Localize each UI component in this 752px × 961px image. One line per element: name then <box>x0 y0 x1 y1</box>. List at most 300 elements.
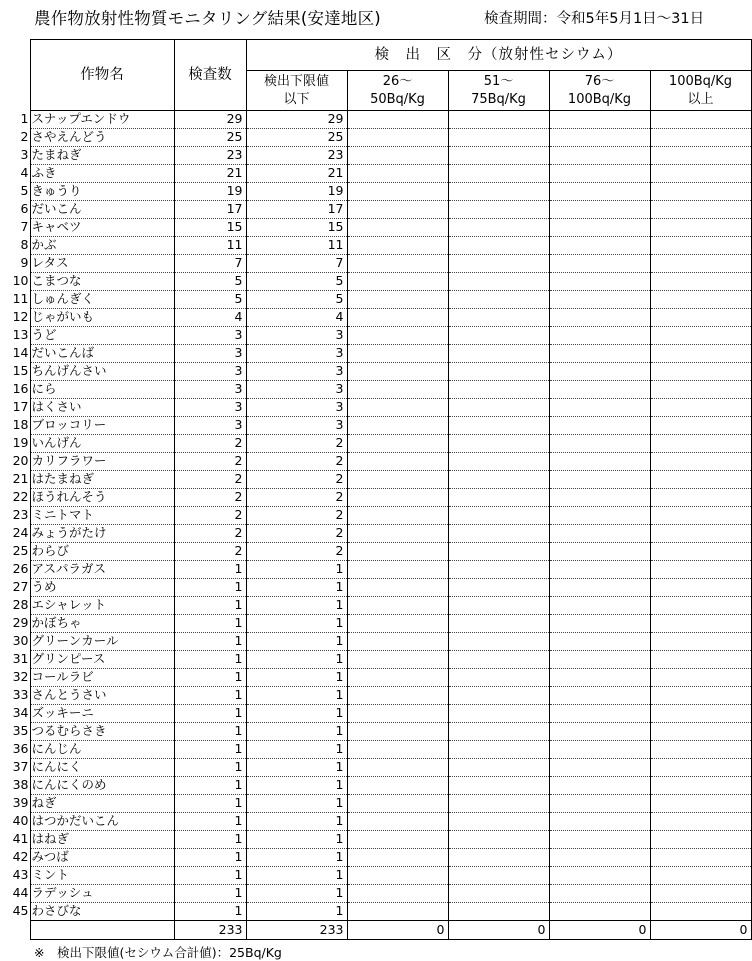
bin-over-100-cell <box>650 381 751 399</box>
bin-over-100-cell <box>650 777 751 795</box>
bin-76-100-cell <box>549 327 650 345</box>
bin-over-100-cell <box>650 255 751 273</box>
bin-51-75-cell <box>448 813 549 831</box>
row-number: 36 <box>6 741 30 759</box>
crop-name: さんとうさい <box>30 687 174 705</box>
bin-26-50-cell <box>347 453 448 471</box>
total-26-50: 0 <box>347 921 448 940</box>
test-count: 1 <box>174 741 246 759</box>
below-limit-count: 1 <box>246 705 347 723</box>
bin-51-75-cell <box>448 489 549 507</box>
test-count: 21 <box>174 165 246 183</box>
table-row <box>6 183 751 201</box>
bin-over-100-cell <box>650 327 751 345</box>
crop-name: にら <box>30 381 174 399</box>
row-number: 40 <box>6 813 30 831</box>
bin-51-75-cell <box>448 687 549 705</box>
crop-name: レタス <box>30 255 174 273</box>
below-limit-count: 1 <box>246 597 347 615</box>
bin-26-50-cell <box>347 903 448 921</box>
crop-name: グリーンカール <box>30 633 174 651</box>
inspection-period: 検査期間：令和5年5月1日～31日 <box>484 11 705 27</box>
crop-name: かぼちゃ <box>30 615 174 633</box>
row-number: 10 <box>6 273 30 291</box>
test-count: 2 <box>174 507 246 525</box>
row-number: 41 <box>6 831 30 849</box>
bin-51-75-cell <box>448 453 549 471</box>
bin-51-75-cell <box>448 903 549 921</box>
test-count: 1 <box>174 885 246 903</box>
crop-name: かぶ <box>30 237 174 255</box>
below-limit-count: 2 <box>246 489 347 507</box>
crop-name: しゅんぎく <box>30 291 174 309</box>
row-number: 26 <box>6 561 30 579</box>
row-number: 39 <box>6 795 30 813</box>
row-number: 21 <box>6 471 30 489</box>
test-count: 1 <box>174 651 246 669</box>
header-bin-26-50 <box>347 71 448 111</box>
table-row <box>6 633 751 651</box>
test-count: 3 <box>174 345 246 363</box>
bin-76-100-cell <box>549 219 650 237</box>
bin-76-100-cell <box>549 543 650 561</box>
table-row <box>6 543 751 561</box>
crop-name: ねぎ <box>30 795 174 813</box>
crop-name: わさびな <box>30 903 174 921</box>
row-number: 8 <box>6 237 30 255</box>
test-count: 1 <box>174 579 246 597</box>
bin-51-75-cell <box>448 399 549 417</box>
bin-26-50-cell <box>347 255 448 273</box>
bin-51-75-cell <box>448 633 549 651</box>
bin-over-100-cell <box>650 651 751 669</box>
below-limit-count: 2 <box>246 453 347 471</box>
row-number: 1 <box>6 111 30 129</box>
crop-name: じゃがいも <box>30 309 174 327</box>
crop-name: うめ <box>30 579 174 597</box>
bin-26-50-cell <box>347 579 448 597</box>
crop-name: はつかだいこん <box>30 813 174 831</box>
test-count: 1 <box>174 867 246 885</box>
crop-name: ミニトマト <box>30 507 174 525</box>
bin-over-100-cell <box>650 489 751 507</box>
bin-over-100-cell <box>650 849 751 867</box>
table-row <box>6 219 751 237</box>
bin-over-100-cell <box>650 129 751 147</box>
bin-26-50-cell <box>347 831 448 849</box>
header-bin-51-75 <box>448 71 549 111</box>
below-limit-count: 3 <box>246 381 347 399</box>
bin-76-100-cell <box>549 615 650 633</box>
bin-76-100-cell <box>549 345 650 363</box>
crop-name: だいこんば <box>30 345 174 363</box>
bin-over-100-cell <box>650 579 751 597</box>
row-number: 15 <box>6 363 30 381</box>
below-limit-count: 23 <box>246 147 347 165</box>
bin-76-100-cell <box>549 903 650 921</box>
bin-51-75-cell <box>448 507 549 525</box>
bin-76-100-cell <box>549 849 650 867</box>
bin-76-100-cell <box>549 597 650 615</box>
bin-51-75-cell <box>448 273 549 291</box>
bin-over-100-cell <box>650 183 751 201</box>
test-count: 2 <box>174 543 246 561</box>
below-limit-count: 7 <box>246 255 347 273</box>
bin-76-100-cell <box>549 273 650 291</box>
total-51-75: 0 <box>448 921 549 940</box>
test-count: 2 <box>174 453 246 471</box>
header-bin-line2: 以上 <box>687 91 714 107</box>
total-over-100: 0 <box>650 921 751 940</box>
crop-name: ちんげんさい <box>30 363 174 381</box>
below-limit-count: 29 <box>246 111 347 129</box>
bin-26-50-cell <box>347 183 448 201</box>
bin-26-50-cell <box>347 201 448 219</box>
table-row <box>6 525 751 543</box>
test-count: 3 <box>174 417 246 435</box>
bin-51-75-cell <box>448 111 549 129</box>
bin-26-50-cell <box>347 327 448 345</box>
bin-26-50-cell <box>347 111 448 129</box>
bin-76-100-cell <box>549 381 650 399</box>
row-number: 32 <box>6 669 30 687</box>
crop-name: キャベツ <box>30 219 174 237</box>
bin-51-75-cell <box>448 705 549 723</box>
table-totals <box>6 921 751 940</box>
test-count: 15 <box>174 219 246 237</box>
row-number: 43 <box>6 867 30 885</box>
bin-51-75-cell <box>448 759 549 777</box>
bin-26-50-cell <box>347 633 448 651</box>
bin-26-50-cell <box>347 795 448 813</box>
total-count: 233 <box>174 921 246 940</box>
below-limit-count: 2 <box>246 525 347 543</box>
crop-name: ミント <box>30 867 174 885</box>
header-bin-line1: 76～ <box>584 73 615 89</box>
bin-76-100-cell <box>549 831 650 849</box>
row-number: 16 <box>6 381 30 399</box>
row-number: 3 <box>6 147 30 165</box>
below-limit-count: 1 <box>246 579 347 597</box>
bin-26-50-cell <box>347 885 448 903</box>
crop-name: うど <box>30 327 174 345</box>
bin-51-75-cell <box>448 885 549 903</box>
row-number: 20 <box>6 453 30 471</box>
crop-name: にんにくのめ <box>30 777 174 795</box>
table-row <box>6 759 751 777</box>
bin-51-75-cell <box>448 255 549 273</box>
table-row <box>6 291 751 309</box>
bin-over-100-cell <box>650 795 751 813</box>
below-limit-count: 5 <box>246 273 347 291</box>
bin-51-75-cell <box>448 579 549 597</box>
test-count: 25 <box>174 129 246 147</box>
test-count: 1 <box>174 849 246 867</box>
below-limit-count: 2 <box>246 543 347 561</box>
bin-76-100-cell <box>549 687 650 705</box>
bin-76-100-cell <box>549 165 650 183</box>
totals-row <box>6 921 751 940</box>
crop-name: たまねぎ <box>30 147 174 165</box>
below-limit-count: 1 <box>246 669 347 687</box>
bin-51-75-cell <box>448 183 549 201</box>
below-limit-count: 1 <box>246 651 347 669</box>
header-bin-over-100 <box>650 71 751 111</box>
bin-51-75-cell <box>448 345 549 363</box>
table-row <box>6 741 751 759</box>
crop-name: こまつな <box>30 273 174 291</box>
header-bin-line2: 75Bq/Kg <box>471 91 526 107</box>
bin-51-75-cell <box>448 147 549 165</box>
header-bin-line1: 26～ <box>382 73 413 89</box>
bin-76-100-cell <box>549 453 650 471</box>
bin-51-75-cell <box>448 615 549 633</box>
bin-76-100-cell <box>549 363 650 381</box>
bin-76-100-cell <box>549 201 650 219</box>
below-limit-count: 1 <box>246 687 347 705</box>
bin-26-50-cell <box>347 669 448 687</box>
test-count: 1 <box>174 597 246 615</box>
table-row <box>6 579 751 597</box>
bin-51-75-cell <box>448 669 549 687</box>
below-limit-count: 1 <box>246 615 347 633</box>
row-number: 4 <box>6 165 30 183</box>
table-body <box>6 111 751 921</box>
header-bin-line1: 51～ <box>483 73 514 89</box>
bin-over-100-cell <box>650 471 751 489</box>
below-limit-count: 1 <box>246 633 347 651</box>
bin-76-100-cell <box>549 399 650 417</box>
bin-26-50-cell <box>347 687 448 705</box>
bin-over-100-cell <box>650 435 751 453</box>
table-row <box>6 363 751 381</box>
bin-26-50-cell <box>347 399 448 417</box>
test-count: 29 <box>174 111 246 129</box>
test-count: 3 <box>174 381 246 399</box>
bin-over-100-cell <box>650 759 751 777</box>
bin-over-100-cell <box>650 201 751 219</box>
crop-name: はくさい <box>30 399 174 417</box>
below-limit-count: 17 <box>246 201 347 219</box>
below-limit-count: 2 <box>246 435 347 453</box>
bin-over-100-cell <box>650 723 751 741</box>
bin-51-75-cell <box>448 777 549 795</box>
crop-name: にんじん <box>30 741 174 759</box>
bin-76-100-cell <box>549 237 650 255</box>
header-bin-line2: 以下 <box>283 91 310 107</box>
below-limit-count: 1 <box>246 903 347 921</box>
table-row <box>6 705 751 723</box>
bin-76-100-cell <box>549 489 650 507</box>
crop-name: さやえんどう <box>30 129 174 147</box>
row-number: 24 <box>6 525 30 543</box>
bin-over-100-cell <box>650 669 751 687</box>
bin-over-100-cell <box>650 705 751 723</box>
row-number: 22 <box>6 489 30 507</box>
test-count: 1 <box>174 759 246 777</box>
totals-spacer <box>6 921 30 940</box>
test-count: 1 <box>174 705 246 723</box>
bin-76-100-cell <box>549 705 650 723</box>
bin-over-100-cell <box>650 453 751 471</box>
bin-26-50-cell <box>347 291 448 309</box>
row-number: 31 <box>6 651 30 669</box>
bin-26-50-cell <box>347 381 448 399</box>
total-below-limit: 233 <box>246 921 347 940</box>
crop-name: ズッキーニ <box>30 705 174 723</box>
row-number: 42 <box>6 849 30 867</box>
bin-over-100-cell <box>650 903 751 921</box>
test-count: 1 <box>174 615 246 633</box>
bin-over-100-cell <box>650 597 751 615</box>
crop-name: みつば <box>30 849 174 867</box>
bin-51-75-cell <box>448 597 549 615</box>
bin-76-100-cell <box>549 885 650 903</box>
row-number: 44 <box>6 885 30 903</box>
test-count: 17 <box>174 201 246 219</box>
test-count: 19 <box>174 183 246 201</box>
title-bar <box>14 5 744 29</box>
bin-51-75-cell <box>448 435 549 453</box>
bin-26-50-cell <box>347 561 448 579</box>
bin-over-100-cell <box>650 237 751 255</box>
bin-51-75-cell <box>448 237 549 255</box>
table-row <box>6 111 751 129</box>
bin-76-100-cell <box>549 579 650 597</box>
crop-name: きゅうり <box>30 183 174 201</box>
bin-51-75-cell <box>448 417 549 435</box>
crop-name: にんにく <box>30 759 174 777</box>
total-76-100: 0 <box>549 921 650 940</box>
bin-over-100-cell <box>650 291 751 309</box>
bin-26-50-cell <box>347 651 448 669</box>
bin-over-100-cell <box>650 111 751 129</box>
table-row <box>6 237 751 255</box>
header-detection-category: 検 出 区 分（放射性セシウム） <box>246 40 751 71</box>
test-count: 4 <box>174 309 246 327</box>
table-row <box>6 723 751 741</box>
bin-over-100-cell <box>650 273 751 291</box>
table-row <box>6 651 751 669</box>
crop-name: みょうがたけ <box>30 525 174 543</box>
below-limit-count: 1 <box>246 795 347 813</box>
bin-26-50-cell <box>347 741 448 759</box>
bin-over-100-cell <box>650 525 751 543</box>
test-count: 1 <box>174 831 246 849</box>
bin-76-100-cell <box>549 417 650 435</box>
bin-76-100-cell <box>549 777 650 795</box>
row-number: 34 <box>6 705 30 723</box>
bin-76-100-cell <box>549 741 650 759</box>
table-row <box>6 399 751 417</box>
header-bin-below-limit <box>246 71 347 111</box>
below-limit-count: 21 <box>246 165 347 183</box>
bin-51-75-cell <box>448 795 549 813</box>
table-row <box>6 507 751 525</box>
test-count: 5 <box>174 273 246 291</box>
crop-name: ブロッコリー <box>30 417 174 435</box>
footnote: ※ 検出下限値(セシウム合計値)：25Bq/Kg <box>34 945 282 960</box>
bin-over-100-cell <box>650 363 751 381</box>
crop-name: ほうれんそう <box>30 489 174 507</box>
table-row <box>6 561 751 579</box>
test-count: 2 <box>174 525 246 543</box>
bin-51-75-cell <box>448 327 549 345</box>
crop-name: はねぎ <box>30 831 174 849</box>
bin-over-100-cell <box>650 813 751 831</box>
test-count: 3 <box>174 327 246 345</box>
test-count: 1 <box>174 633 246 651</box>
bin-26-50-cell <box>347 309 448 327</box>
test-count: 1 <box>174 795 246 813</box>
test-count: 1 <box>174 777 246 795</box>
bin-76-100-cell <box>549 255 650 273</box>
below-limit-count: 2 <box>246 507 347 525</box>
bin-76-100-cell <box>549 147 650 165</box>
row-number: 7 <box>6 219 30 237</box>
row-number: 9 <box>6 255 30 273</box>
row-number: 35 <box>6 723 30 741</box>
bin-51-75-cell <box>448 525 549 543</box>
row-number: 30 <box>6 633 30 651</box>
header-test-count: 検査数 <box>174 40 246 111</box>
header-spacer <box>6 40 30 111</box>
below-limit-count: 11 <box>246 237 347 255</box>
bin-26-50-cell <box>347 273 448 291</box>
table-row <box>6 795 751 813</box>
bin-51-75-cell <box>448 651 549 669</box>
below-limit-count: 3 <box>246 327 347 345</box>
bin-76-100-cell <box>549 111 650 129</box>
header-bin-line1: 100Bq/Kg <box>668 73 733 89</box>
bin-76-100-cell <box>549 183 650 201</box>
table-row <box>6 687 751 705</box>
bin-76-100-cell <box>549 795 650 813</box>
bin-76-100-cell <box>549 525 650 543</box>
bin-51-75-cell <box>448 219 549 237</box>
bin-26-50-cell <box>347 849 448 867</box>
bin-over-100-cell <box>650 561 751 579</box>
bin-over-100-cell <box>650 417 751 435</box>
row-number: 13 <box>6 327 30 345</box>
page-title: 農作物放射性物質モニタリング結果(安達地区) <box>34 9 381 28</box>
bin-76-100-cell <box>549 561 650 579</box>
bin-76-100-cell <box>549 129 650 147</box>
bin-51-75-cell <box>448 381 549 399</box>
bin-51-75-cell <box>448 201 549 219</box>
bin-over-100-cell <box>650 507 751 525</box>
row-number: 27 <box>6 579 30 597</box>
table-row <box>6 885 751 903</box>
table-row <box>6 417 751 435</box>
test-count: 1 <box>174 903 246 921</box>
bin-26-50-cell <box>347 471 448 489</box>
bin-26-50-cell <box>347 867 448 885</box>
table-row <box>6 165 751 183</box>
table-header <box>6 40 751 111</box>
crop-name: ふき <box>30 165 174 183</box>
row-number: 25 <box>6 543 30 561</box>
table-row <box>6 273 751 291</box>
bin-26-50-cell <box>347 237 448 255</box>
table-row <box>6 471 751 489</box>
header-bin-line2: 50Bq/Kg <box>370 91 425 107</box>
below-limit-count: 25 <box>246 129 347 147</box>
bin-26-50-cell <box>347 219 448 237</box>
below-limit-count: 1 <box>246 777 347 795</box>
bin-26-50-cell <box>347 813 448 831</box>
bin-26-50-cell <box>347 705 448 723</box>
